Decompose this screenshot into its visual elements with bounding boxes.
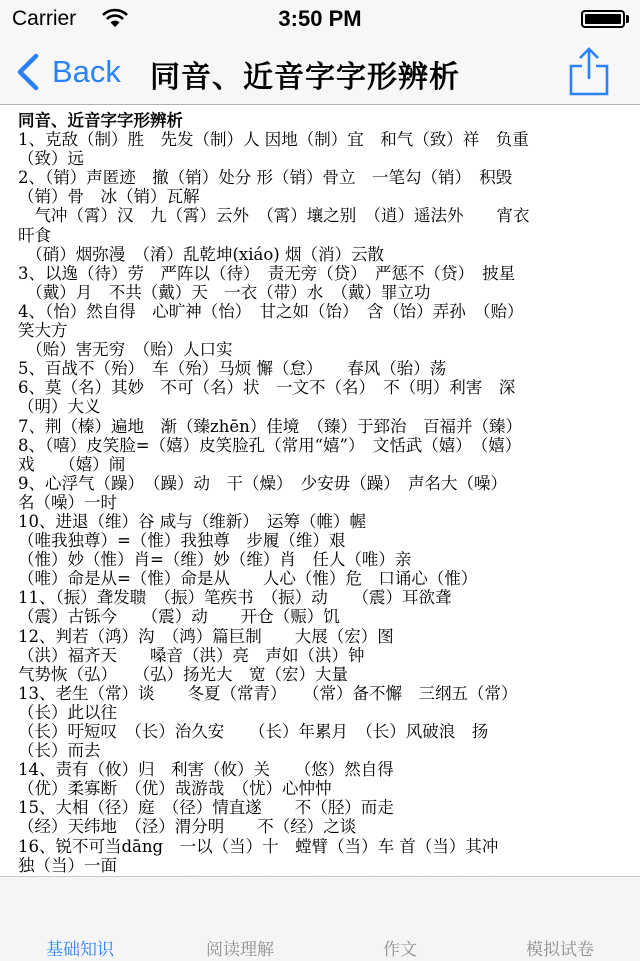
document-line: 8、（嘻）皮笑脸=（嬉）皮笑脸孔（常用“嬉”） 文恬武（嬉） （嬉）: [18, 435, 522, 455]
back-button[interactable]: [14, 50, 121, 94]
document-line: 戏 （嬉）闹: [18, 454, 126, 474]
document-line: 6、莫（名）其妙 不可（名）状 一文不（名） 不（明）利害 深: [18, 378, 516, 398]
document-line: 气冲（霄）汉 九（霄）云外 （霄）壤之别 （逍）遥法外 宵衣: [18, 206, 530, 226]
navigation-bar: [0, 40, 640, 105]
document-line: （长）吁短叹 （长）治久安 （长）年累月 （长）风破浪 扬: [18, 722, 489, 741]
document-line: （经）天纬地 （泾）渭分明 不（经）之谈: [18, 817, 357, 837]
carrier-label: Carrier: [12, 7, 77, 30]
document-line: 1、克敌（制）胜 先发（制）人 因地（制）宜 和气（致）祥 负重: [18, 130, 529, 150]
document-line: 7、荆（榛）遍地 渐（臻zhēn）佳境 （臻）于郅治 百福并（臻）: [18, 416, 522, 436]
back-label: Back: [52, 54, 121, 89]
document-line: （明）大义: [18, 397, 101, 417]
page-title: 同音、近音字字形辨析: [150, 60, 460, 95]
document-heading: 同音、近音字字形辨析: [18, 111, 183, 130]
document-line: （贻）害无穷 （贻）人口实: [18, 340, 233, 360]
document-line: 旰食: [18, 225, 51, 245]
battery-cap: [626, 15, 629, 23]
document-line: （惟）妙（惟）肖=（维）妙（维）肖 任人（唯）亲: [18, 550, 412, 570]
document-line: 10、进退（维）谷 咸与（维新） 运筹（帷）幄: [18, 511, 366, 531]
document-line: （长）此以往: [18, 702, 117, 722]
document-line: 独（当）一面: [18, 855, 117, 875]
document-line: 4、（怡）然自得 心旷神（怡） 甘之如（饴） 含（饴）弄孙 （贻）: [18, 301, 524, 321]
document-line: 16、锐不可当dāng 一以（当）十 螳臂（当）车 首（当）其冲: [18, 836, 499, 856]
document-line: 2、（销）声匿迹 撤（销）处分 形（销）骨立 一笔勾（销） 积毁: [18, 168, 513, 188]
document-line: 13、老生（常）谈 冬夏（常青） （常）备不懈 三纲五（常）: [18, 683, 518, 703]
document-line: （销）骨 冰（销）瓦解: [18, 187, 200, 207]
tab-composition[interactable]: 作文: [383, 940, 417, 960]
chevron-left-icon: [14, 52, 40, 92]
tab-mock-exam[interactable]: 模拟试卷: [526, 940, 594, 960]
document-line: （优）柔寡断 （优）哉游哉 （忧）心忡忡: [18, 779, 332, 799]
document-text: [0, 105, 640, 894]
document-line: 气势恢（弘） （弘）扬光大 宽（宏）大量: [18, 664, 348, 684]
document-line: （戴）月 不共（戴）天 一衣（带）水 （戴）罪立功: [18, 282, 431, 302]
document-line: 12、判若（鸿）沟 （鸿）篇巨制 大展（宏）图: [18, 626, 394, 646]
document-line: （唯）命是从=（惟）命是从 人心（惟）危 口诵心（惟）: [18, 569, 478, 589]
status-bar: [0, 0, 640, 40]
document-line: （洪）福齐天 嗓音（洪）亮 声如（洪）钟: [18, 645, 365, 665]
document-line: 11、（振）聋发聩 （振）笔疾书 （振）动 （震）耳欲聋: [18, 588, 452, 608]
document-line: （长）而去: [18, 741, 101, 761]
status-time: 3:50 PM: [278, 6, 362, 31]
document-line: （致）远: [18, 149, 84, 169]
document-line: 3、以逸（待）劳 严阵以（待） 责无旁（贷） 严惩不（贷） 披星: [18, 263, 516, 283]
document-line: 14、责有（攸）归 利害（攸）关 （悠）然自得: [18, 760, 394, 780]
battery-icon: [581, 10, 625, 28]
document-line: 15、大相（径）庭 （径）情直遂 不（胫）而走: [18, 798, 394, 818]
document-line: 9、心浮气（躁） （躁）动 干（燥） 少安毋（躁） 声名大（噪）: [18, 473, 507, 493]
document-view[interactable]: [0, 105, 640, 876]
document-line: 5、百战不（殆） 车（殆）马烦 懈（怠） 春风（骀）荡: [18, 359, 447, 379]
document-line: （硝）烟弥漫 （淆）乱乾坤(xiáo) 烟（消）云散: [18, 244, 384, 264]
document-line: 笑大方: [18, 321, 68, 341]
document-line: （唯我独尊）=（惟）我独尊 步履（维）艰: [18, 531, 346, 551]
tab-basic-knowledge[interactable]: 基础知识: [46, 940, 114, 960]
share-icon: [566, 46, 612, 98]
document-line: 名（噪）一时: [18, 492, 117, 512]
share-button[interactable]: [566, 46, 612, 102]
document-line: （震）古铄今 （震）动 开仓（赈）饥: [18, 607, 340, 627]
tab-bar: [0, 876, 640, 961]
tab-reading-comprehension[interactable]: 阅读理解: [206, 940, 274, 960]
